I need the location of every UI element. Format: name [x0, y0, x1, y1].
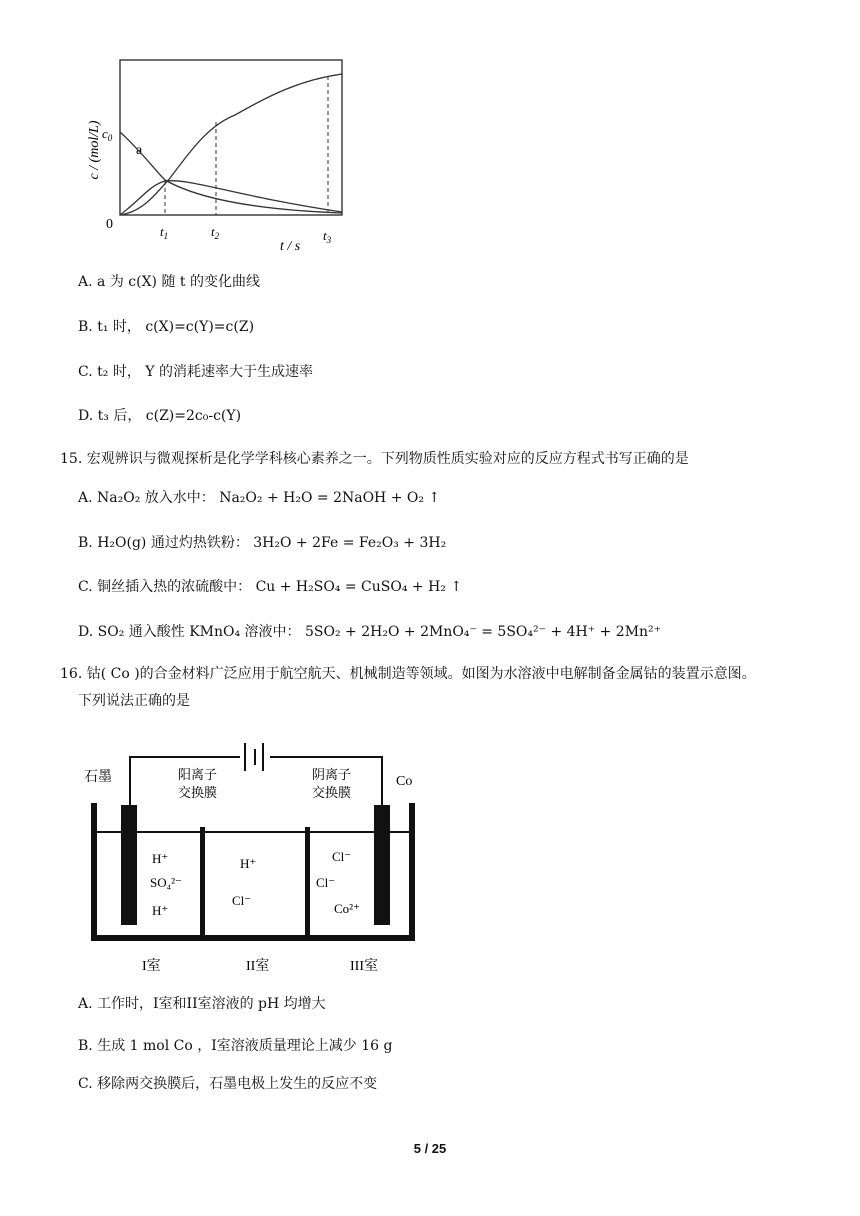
anion-membrane: [305, 827, 310, 937]
room3-ion-1: Cl⁻: [332, 849, 352, 864]
y-axis-label: c / (mol/L): [87, 120, 102, 180]
anion-membrane-label-2: 交换膜: [312, 785, 352, 800]
curve-a: [120, 132, 342, 213]
page-number: 5 / 25: [413, 1141, 447, 1156]
t1-tick: $t_1$: [160, 224, 169, 241]
origin-label: 0: [106, 217, 113, 232]
room2-ion-2: Cl⁻: [232, 893, 252, 908]
t2-tick: $t_2$: [211, 224, 220, 241]
q14-option-c: [78, 362, 313, 382]
q15-stem: 15. 宏观辨识与微观探析是化学学科核心素养之一。下列物质性质实验对应的反应方程式书写正确的是: [60, 451, 689, 467]
option-text: t₃ 后， c(Z)=2c₀-c(Y): [97, 408, 242, 424]
q14-option-a: [78, 272, 260, 292]
curve-a-label: a: [136, 143, 143, 158]
t3-tick: $t_3$: [323, 228, 332, 245]
option-letter: D.: [78, 408, 94, 424]
anion-membrane-label-1: 阴离子: [312, 767, 352, 782]
c0-label: $c_0$: [102, 126, 113, 143]
option-text: a 为 c(X) 随 t 的变化曲线: [97, 274, 260, 290]
q15-option-d: D. SO₂ 通入酸性 KMnO₄ 溶液中： 5SO₂ + 2H₂O + 2MnO₄⁻ = 5SO₄²⁻ + 4H⁺ + 2Mn²⁺: [78, 624, 662, 640]
x-axis-label: t / s: [280, 239, 301, 254]
cation-membrane: [200, 827, 205, 937]
circuit-wire: [130, 757, 240, 809]
room-label-2: II室: [246, 959, 270, 974]
q16-option-c: C. 移除两交换膜后，石墨电极上发生的反应不变: [78, 1076, 378, 1092]
q15-option-c: C. 铜丝插入热的浓硫酸中： Cu + H₂SO₄ = CuSO₄ + H₂ ↑: [78, 579, 463, 595]
q16-option-a: A. 工作时，I室和II室溶液的 pH 均增大: [78, 996, 326, 1012]
cation-membrane-label-2: 交换膜: [178, 785, 218, 800]
q14-option-b: [78, 317, 254, 337]
q16-stem-line1: 16. 钴( Co )的合金材料广泛应用于航空航天、机械制造等领域。如图为水溶液中电解制备金属钴的装置示意图。: [60, 666, 756, 682]
q16-option-b: B. 生成 1 mol Co ，I室溶液质量理论上减少 16 g: [78, 1038, 393, 1054]
option-text: t₁ 时， c(X)=c(Y)=c(Z): [97, 319, 255, 335]
room3-ion-3: Co²⁺: [334, 901, 360, 916]
curve-z: [120, 74, 342, 215]
co-electrode: [374, 805, 390, 925]
cation-membrane-label-1: 阳离子: [178, 767, 218, 782]
graphite-label: 石墨: [84, 770, 112, 785]
room1-ion-2: SO₄²⁻: [150, 875, 182, 890]
option-letter: C.: [78, 364, 93, 380]
option-letter: B.: [78, 319, 93, 335]
graphite-electrode: [121, 805, 137, 925]
co-label: Co: [396, 774, 413, 789]
option-letter: A.: [78, 274, 93, 290]
electrolysis-cell-diagram: [80, 735, 425, 980]
room3-ion-2: Cl⁻: [316, 875, 336, 890]
curve-y: [120, 181, 342, 215]
concentration-time-graph: [80, 50, 370, 260]
q16-stem-line2: 下列说法正确的是: [78, 693, 190, 709]
q14-option-d: [78, 406, 241, 426]
room-label-3: III室: [350, 959, 378, 974]
room1-ion-3: H⁺: [152, 903, 169, 918]
q15-option-a: A. Na₂O₂ 放入水中： Na₂O₂ + H₂O = 2NaOH + O₂ ↑: [78, 490, 441, 506]
room2-ion-1: H⁺: [240, 856, 257, 871]
room1-ion-1: H⁺: [152, 851, 169, 866]
q15-option-b: B. H₂O(g) 通过灼热铁粉： 3H₂O + 2Fe = Fe₂O₃ + 3H₂: [78, 535, 447, 551]
option-text: t₂ 时， Y 的消耗速率大于生成速率: [97, 364, 313, 380]
room-label-1: I室: [142, 959, 161, 974]
